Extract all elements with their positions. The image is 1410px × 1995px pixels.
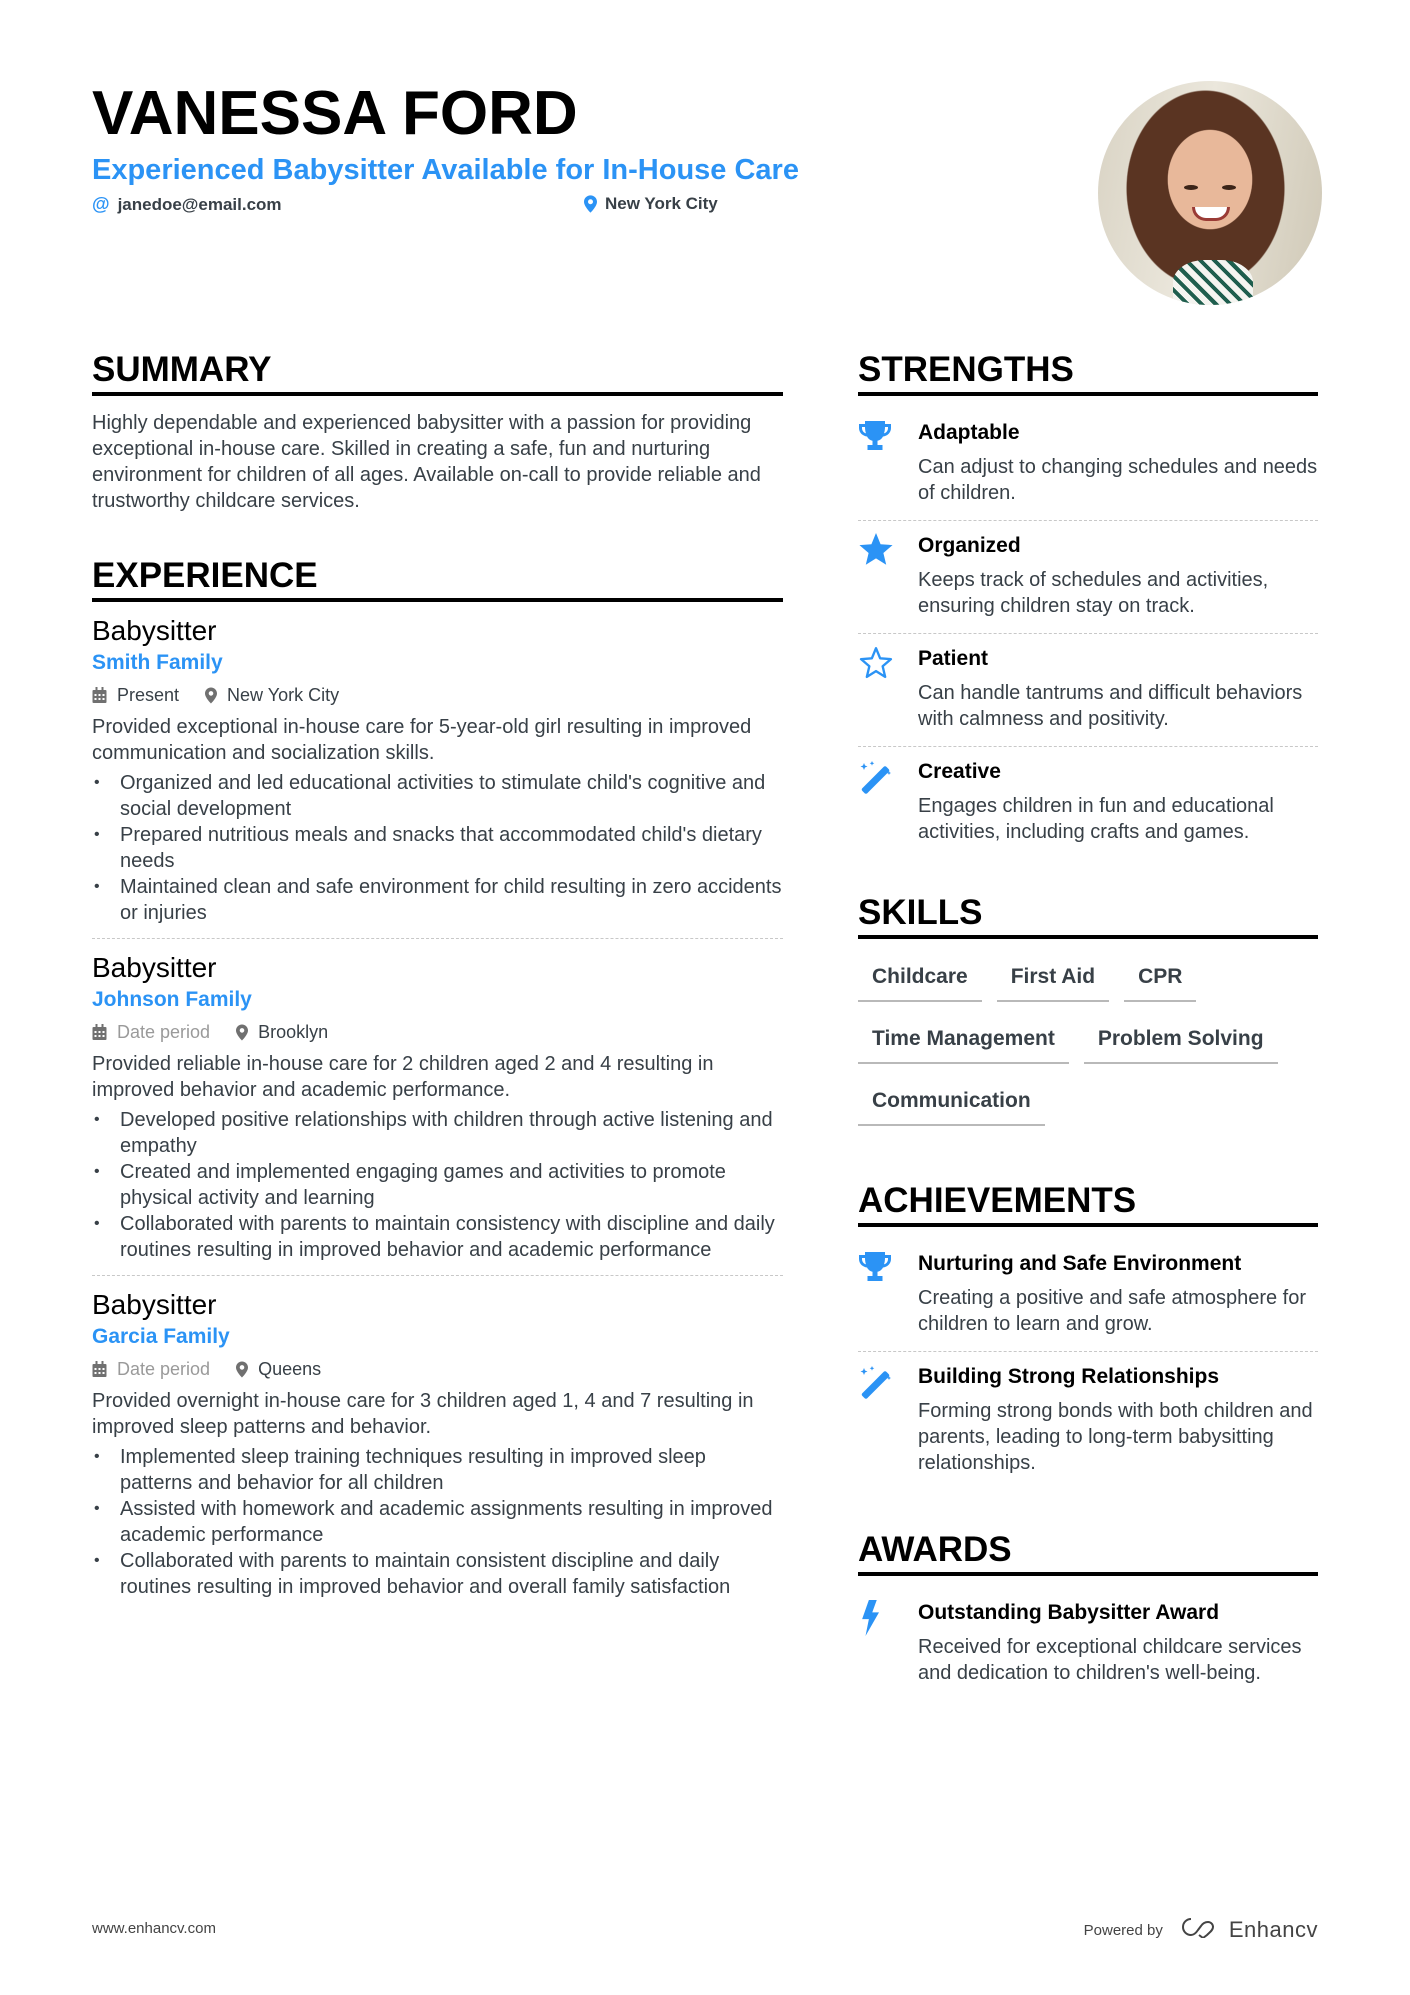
job-date-text: Date period (117, 1022, 211, 1042)
calendar-icon (92, 1361, 107, 1377)
job-location (236, 1354, 321, 1384)
section-title: AWARDS (858, 1530, 1318, 1576)
award-title: Outstanding Babysitter Award (918, 1601, 1220, 1624)
job-bullets (92, 1444, 783, 1600)
strength-title: Adaptable (918, 421, 1020, 444)
skill-tag: CPR (1124, 957, 1196, 1002)
left-column (92, 350, 783, 1656)
profile-photo (1098, 81, 1322, 305)
magic-wand-icon (858, 757, 918, 845)
summary-text: Highly dependable and experienced babysitter with a passion for providing exceptional in-house care. Skilled in creating a safe, fun and nurturing environment for children of all ages. Available on-call to provide reliable and trustworthy childcare services. (92, 412, 761, 512)
calendar-icon (92, 1024, 107, 1040)
job-bullet: • Maintained clean and safe environment for child resulting in zero accidents or injuries (92, 874, 783, 926)
job-date (92, 680, 179, 710)
job-bullet: • Organized and led educational activities to stimulate child's cognitive and social development (92, 770, 783, 822)
experience-item (92, 1276, 783, 1612)
enhancv-brand-text: Enhancv (1228, 1917, 1318, 1942)
strength-description: Can handle tantrums and difficult behaviors with calmness and positivity. (918, 682, 1303, 730)
photo-detail (1192, 207, 1230, 221)
skill-tag: Childcare (858, 957, 982, 1002)
achievements-section (858, 1181, 1318, 1490)
enhancv-logo-icon (1177, 1916, 1221, 1944)
location-text: New York City (605, 194, 718, 213)
awards-section (858, 1530, 1318, 1700)
photo-detail (1222, 185, 1236, 190)
strength-item (858, 747, 1318, 859)
photo-detail (1184, 185, 1198, 190)
magic-wand-icon (858, 1362, 918, 1476)
at-icon: @ (92, 194, 110, 214)
lightning-icon (858, 1598, 918, 1686)
job-date (92, 1354, 210, 1384)
award-body (918, 1598, 1318, 1686)
summary-section (92, 350, 783, 514)
job-company: Johnson Family (92, 988, 252, 1011)
trophy-icon (858, 1249, 918, 1337)
achievement-body (918, 1362, 1318, 1476)
candidate-name: VANESSA FORD (92, 79, 578, 148)
photo-detail (1173, 260, 1253, 305)
strength-description: Keeps track of schedules and activities, ensuring children stay on track. (918, 569, 1269, 617)
strength-title: Creative (918, 760, 1001, 783)
experience-section (92, 556, 783, 1612)
job-meta (92, 1354, 783, 1384)
job-location-text: New York City (227, 685, 340, 705)
calendar-icon (92, 687, 107, 703)
strengths-list (858, 408, 1318, 859)
experience-item (92, 602, 783, 939)
map-pin-icon (205, 687, 217, 704)
achievement-item (858, 1352, 1318, 1490)
job-bullets (92, 770, 783, 926)
achievement-description: Creating a positive and safe atmosphere for children to learn and grow. (918, 1287, 1306, 1335)
achievements-list (858, 1239, 1318, 1490)
award-item (858, 1588, 1318, 1700)
job-meta (92, 680, 783, 710)
map-pin-icon (236, 1361, 248, 1378)
resume-header (92, 78, 1052, 220)
strength-description: Can adjust to changing schedules and needs of children. (918, 456, 1318, 504)
job-description: Provided reliable in-house care for 2 children aged 2 and 4 resulting in improved behavior and academic performance. (92, 1053, 714, 1101)
job-location-text: Brooklyn (258, 1022, 329, 1042)
job-role: Babysitter (92, 615, 217, 646)
star-outline-icon (858, 644, 918, 732)
strength-item (858, 634, 1318, 747)
footer (92, 1917, 1318, 1944)
section-title: SKILLS (858, 893, 1318, 939)
section-title: EXPERIENCE (92, 556, 783, 602)
strength-title: Patient (918, 647, 989, 670)
powered-by (1084, 1916, 1318, 1944)
job-description: Provided exceptional in-house care for 5-year-old girl resulting in improved communication and socialization skills. (92, 716, 752, 764)
achievement-body (918, 1249, 1318, 1337)
job-bullet: • Assisted with homework and academic assignments resulting in improved academic performance (92, 1496, 783, 1548)
job-date (92, 1017, 210, 1047)
job-location-text: Queens (258, 1359, 322, 1379)
job-location (236, 1017, 328, 1047)
job-company: Smith Family (92, 651, 223, 674)
job-bullet: • Developed positive relationships with children through active listening and empathy (92, 1107, 783, 1159)
job-bullet: • Prepared nutritious meals and snacks that accommodated child's dietary needs (92, 822, 783, 874)
strength-item (858, 408, 1318, 521)
job-bullet: • Created and implemented engaging games and activities to promote physical activity and learning (92, 1159, 783, 1211)
job-date-text: Date period (117, 1359, 211, 1379)
award-description: Received for exceptional childcare services and dedication to children's well-being. (918, 1636, 1302, 1684)
trophy-icon (858, 418, 918, 506)
awards-list (858, 1588, 1318, 1700)
candidate-title: Experienced Babysitter Available for In-House Care (92, 154, 799, 186)
skill-tag: Communication (858, 1081, 1045, 1126)
strength-title: Organized (918, 534, 1021, 557)
job-description: Provided overnight in-house care for 3 children aged 1, 4 and 7 resulting in improved sleep patterns and behavior. (92, 1390, 754, 1438)
achievement-description: Forming strong bonds with both children and parents, leading to long-term babysitting relationships. (918, 1400, 1313, 1474)
job-role: Babysitter (92, 952, 217, 983)
map-pin-icon (236, 1024, 248, 1041)
job-location (205, 680, 339, 710)
achievement-title: Nurturing and Safe Environment (918, 1252, 1242, 1275)
powered-by-label: Powered by (1083, 1921, 1163, 1939)
skill-tag: First Aid (997, 957, 1109, 1002)
star-filled-icon (858, 531, 918, 619)
strength-body (918, 757, 1318, 845)
footer-website-link[interactable]: www.enhancv.com (92, 1920, 216, 1937)
skill-tag: Problem Solving (1084, 1019, 1278, 1064)
job-bullet: • Implemented sleep training techniques resulting in improved sleep patterns and behavior for all children (92, 1444, 783, 1496)
email-text: janedoe@email.com (117, 194, 282, 214)
job-bullet: • Collaborated with parents to maintain consistent discipline and daily routines resulting in improved behavior and overall family satisfaction (92, 1548, 783, 1600)
contact-location (584, 194, 718, 214)
experience-item (92, 939, 783, 1276)
achievement-title: Building Strong Relationships (918, 1365, 1219, 1388)
enhancv-logo[interactable] (1177, 1916, 1318, 1944)
strength-body (918, 531, 1318, 619)
job-role: Babysitter (92, 1289, 217, 1320)
map-pin-icon (584, 195, 597, 213)
job-meta (92, 1017, 783, 1047)
strengths-section (858, 350, 1318, 859)
strength-item (858, 521, 1318, 634)
right-column (858, 350, 1318, 1744)
strength-body (918, 418, 1318, 506)
skills-section (858, 893, 1318, 1143)
strength-body (918, 644, 1318, 732)
job-date-text: Present (117, 685, 180, 705)
contact-row (92, 194, 1052, 220)
contact-email[interactable] (92, 194, 282, 215)
achievement-item (858, 1239, 1318, 1352)
job-bullets (92, 1107, 783, 1263)
section-title: STRENGTHS (858, 350, 1318, 396)
section-title: ACHIEVEMENTS (858, 1181, 1318, 1227)
skill-tag: Time Management (858, 1019, 1069, 1064)
job-bullet: • Collaborated with parents to maintain consistency with discipline and daily routines resulting in improved behavior and academic performance (92, 1211, 783, 1263)
strength-description: Engages children in fun and educational activities, including crafts and games. (918, 795, 1274, 843)
section-title: SUMMARY (92, 350, 783, 396)
job-company: Garcia Family (92, 1325, 230, 1348)
skills-list (858, 957, 1318, 1143)
